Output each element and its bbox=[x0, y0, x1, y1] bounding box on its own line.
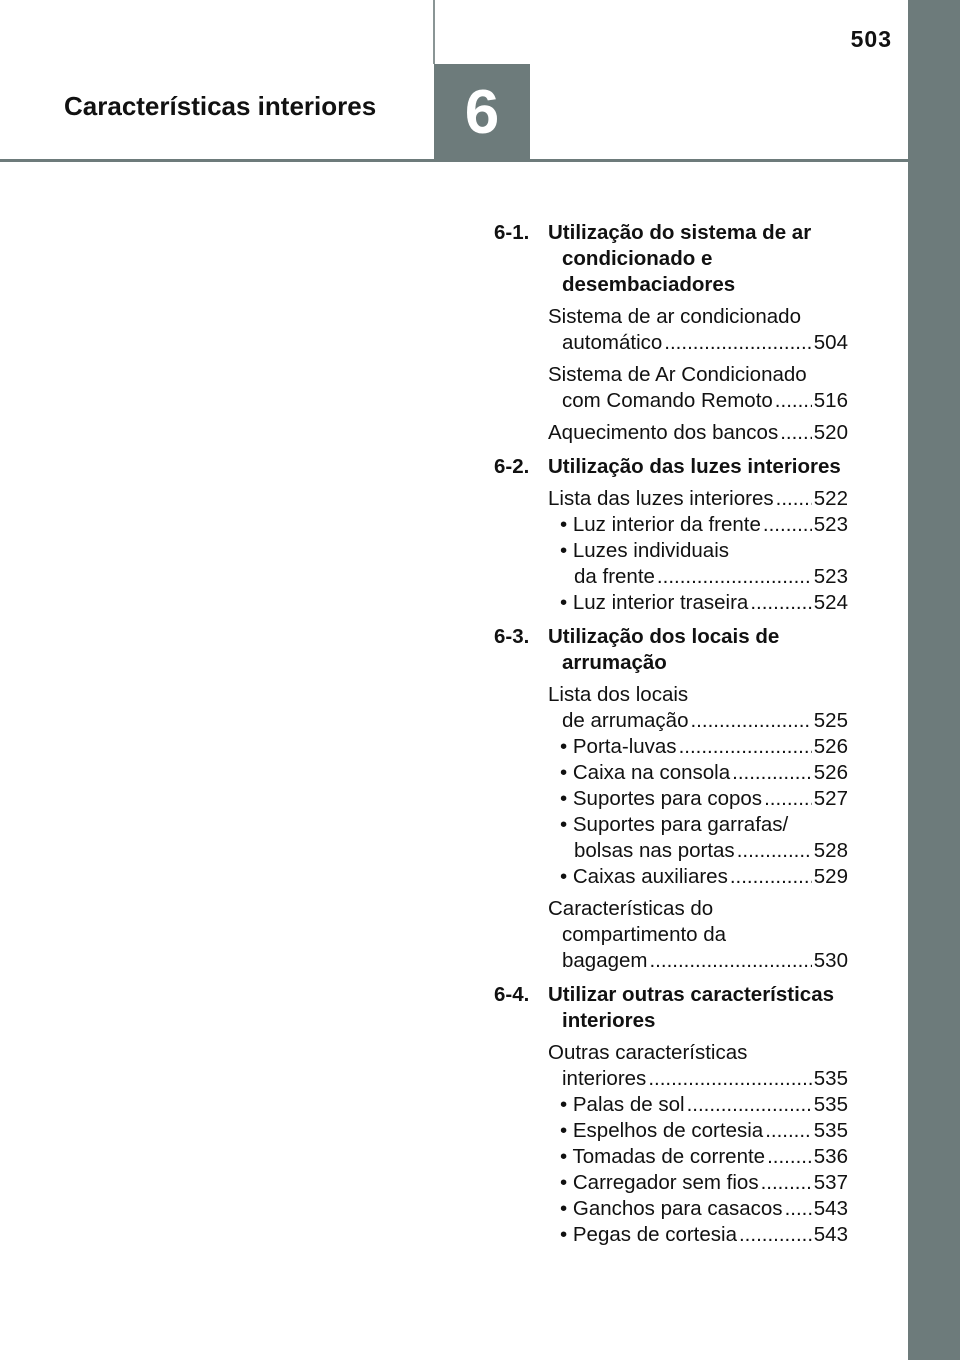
toc-subentry[interactable]: • Luz interior da frente ..... 523 bbox=[548, 512, 848, 538]
toc-entry[interactable]: Sistema de ar condicionado automático ..... 504 bbox=[548, 304, 848, 356]
section-title: Utilização das luzes interiores bbox=[548, 455, 841, 478]
toc-subentry[interactable]: • Suportes para garrafas/ bbox=[560, 813, 789, 836]
toc-subentry[interactable]: • Luzes individuais bbox=[560, 539, 729, 562]
toc-entry[interactable]: Outras características interiores ..... 535 • Palas de sol ..... 535 • Espelhos de cortesia ..... 535 • Tomadas de corrente ..... 536 • Carregador sem fios ..... 537 • Ganchos para casacos ..... 543 • Pegas de cortesia ..... 543 bbox=[548, 1040, 848, 1248]
page-number: 503 bbox=[850, 26, 892, 52]
toc-subentry[interactable]: • Tomadas de corrente ..... 536 bbox=[548, 1144, 848, 1170]
entry-page: 520 bbox=[813, 421, 848, 444]
toc-subentry[interactable]: • Ganchos para casacos ..... 543 bbox=[548, 1196, 848, 1222]
toc-entry[interactable]: Lista dos locais de arrumação ..... 525 • Porta-luvas ..... 526 • Caixa na consola ..... 526 • Suportes para copos ..... 527 • Suportes para garrafas/ bolsas nas portas ..... 528 • Caixas auxiliares ..... 529 bbox=[548, 682, 848, 890]
entry-page: 535 bbox=[813, 1067, 848, 1090]
section-title: Utilização dos locais de arrumação bbox=[548, 625, 780, 674]
toc-entry[interactable]: Características do compartimento da bagagem ..... 530 bbox=[548, 896, 848, 974]
section-title: Utilização do sistema de ar condicionado e desembaciadores bbox=[548, 221, 812, 296]
toc-entry[interactable]: Sistema de Ar Condicionado com Comando Remoto ..... 516 bbox=[548, 362, 848, 414]
section-heading[interactable] bbox=[494, 220, 848, 298]
toc-subentry[interactable]: • Luz interior traseira ..... 524 bbox=[548, 590, 848, 616]
section-number: 6-3. bbox=[494, 625, 530, 648]
toc-section-6-3 bbox=[494, 624, 848, 974]
toc-subentry[interactable]: • Carregador sem fios ..... 537 bbox=[548, 1170, 848, 1196]
toc-subentry[interactable]: • Caixa na consola ..... 526 bbox=[548, 760, 848, 786]
toc-entry[interactable]: Lista das luzes interiores ..... 522 • Luz interior da frente ..... 523 • Luzes individuais da frente ..... 523 • Luz interior traseira ..... 524 bbox=[548, 486, 848, 616]
toc-subentry[interactable]: • Pegas de cortesia ..... 543 bbox=[548, 1222, 848, 1248]
table-of-contents bbox=[494, 220, 848, 1256]
section-number: 6-1. bbox=[494, 221, 530, 244]
entry-page: 530 bbox=[813, 949, 848, 972]
section-heading[interactable] bbox=[494, 624, 848, 676]
section-title: Utilizar outras características interiores bbox=[548, 983, 834, 1032]
toc-section-6-4 bbox=[494, 982, 848, 1248]
chapter-title: Características interiores bbox=[64, 91, 377, 121]
header-divider-vertical bbox=[433, 0, 435, 64]
chapter-number-box bbox=[434, 64, 530, 162]
toc-section-6-1 bbox=[494, 220, 848, 446]
toc-entry[interactable]: Aquecimento dos bancos ..... 520 bbox=[548, 420, 848, 446]
toc-section-6-2 bbox=[494, 454, 848, 616]
toc-subentry[interactable]: • Porta-luvas ..... 526 bbox=[548, 734, 848, 760]
section-heading[interactable] bbox=[494, 454, 848, 480]
side-tab-band bbox=[908, 0, 960, 1360]
section-number: 6-4. bbox=[494, 983, 530, 1006]
toc-subentry[interactable]: • Palas de sol ..... 535 bbox=[548, 1092, 848, 1118]
entry-page: 504 bbox=[813, 331, 848, 354]
toc-subentry[interactable]: • Suportes para copos ..... 527 bbox=[548, 786, 848, 812]
entry-page: 525 bbox=[813, 709, 848, 732]
chapter-number: 6 bbox=[464, 78, 500, 147]
toc-subentry[interactable]: • Espelhos de cortesia ..... 535 bbox=[548, 1118, 848, 1144]
section-number: 6-2. bbox=[494, 455, 530, 478]
entry-page: 522 bbox=[813, 487, 848, 510]
section-heading[interactable] bbox=[494, 982, 848, 1034]
toc-subentry[interactable]: • Caixas auxiliares ..... 529 bbox=[548, 864, 848, 890]
entry-page: 516 bbox=[813, 389, 848, 412]
